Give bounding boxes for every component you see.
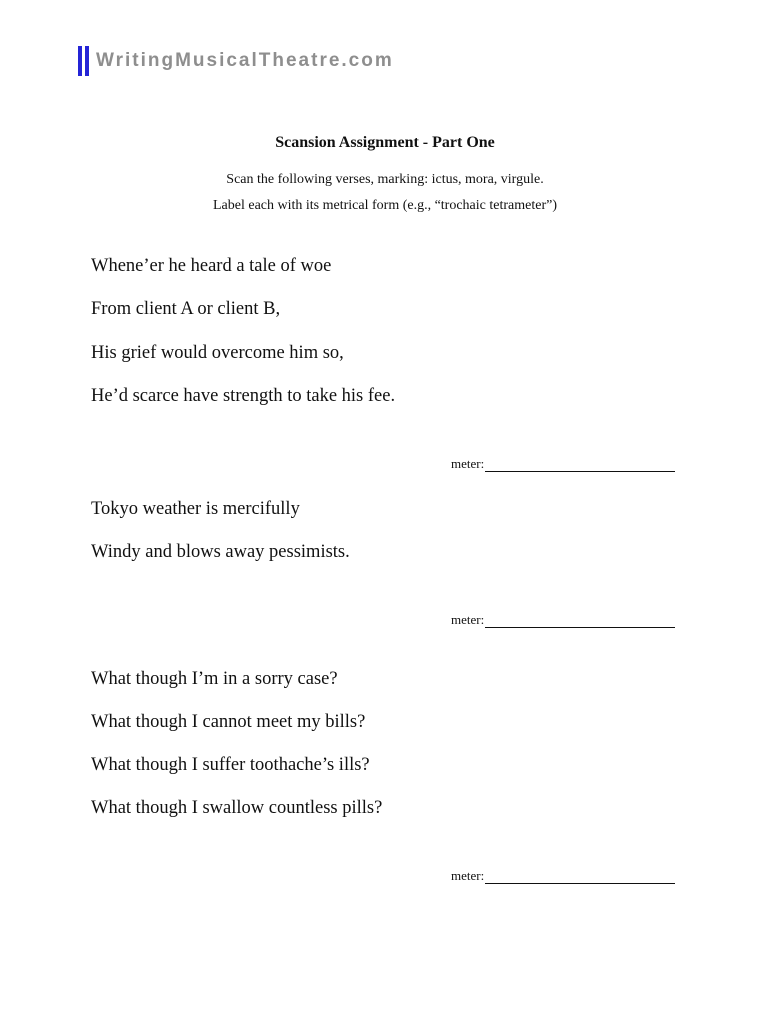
verse-line: What though I’m in a sorry case?: [91, 669, 338, 689]
verse-line: His grief would overcome him so,: [91, 343, 344, 363]
meter-field[interactable]: [451, 456, 675, 472]
logo-bars-icon: [78, 46, 89, 76]
verse-line: What though I cannot meet my bills?: [91, 712, 366, 732]
site-logo: [78, 46, 394, 76]
verse-line: What though I suffer toothache’s ills?: [91, 755, 370, 775]
verse-line: What though I swallow countless pills?: [91, 798, 383, 818]
verse-line: He’d scarce have strength to take his fee.: [91, 386, 396, 406]
verse-line: Windy and blows away pessimists.: [91, 542, 350, 562]
meter-label: meter:: [451, 456, 485, 471]
meter-label: meter:: [451, 612, 485, 627]
meter-label: meter:: [451, 868, 485, 883]
verse-line: Whene’er he heard a tale of woe: [91, 256, 332, 276]
meter-blank-line[interactable]: [485, 870, 675, 884]
verse-line: From client A or client B,: [91, 299, 281, 319]
meter-field[interactable]: [451, 612, 675, 628]
meter-field[interactable]: [451, 868, 675, 884]
meter-blank-line[interactable]: [485, 614, 675, 628]
instruction-line-2: Label each with its metrical form (e.g., “trochaic tetrameter”): [213, 198, 557, 213]
instruction-line-1: Scan the following verses, marking: ictus, mora, virgule.: [226, 172, 544, 187]
verse-line: Tokyo weather is mercifully: [91, 499, 300, 519]
logo-text: WritingMusicalTheatre.com: [96, 50, 394, 71]
meter-blank-line[interactable]: [485, 458, 675, 472]
assignment-title: Scansion Assignment - Part One: [275, 134, 495, 151]
